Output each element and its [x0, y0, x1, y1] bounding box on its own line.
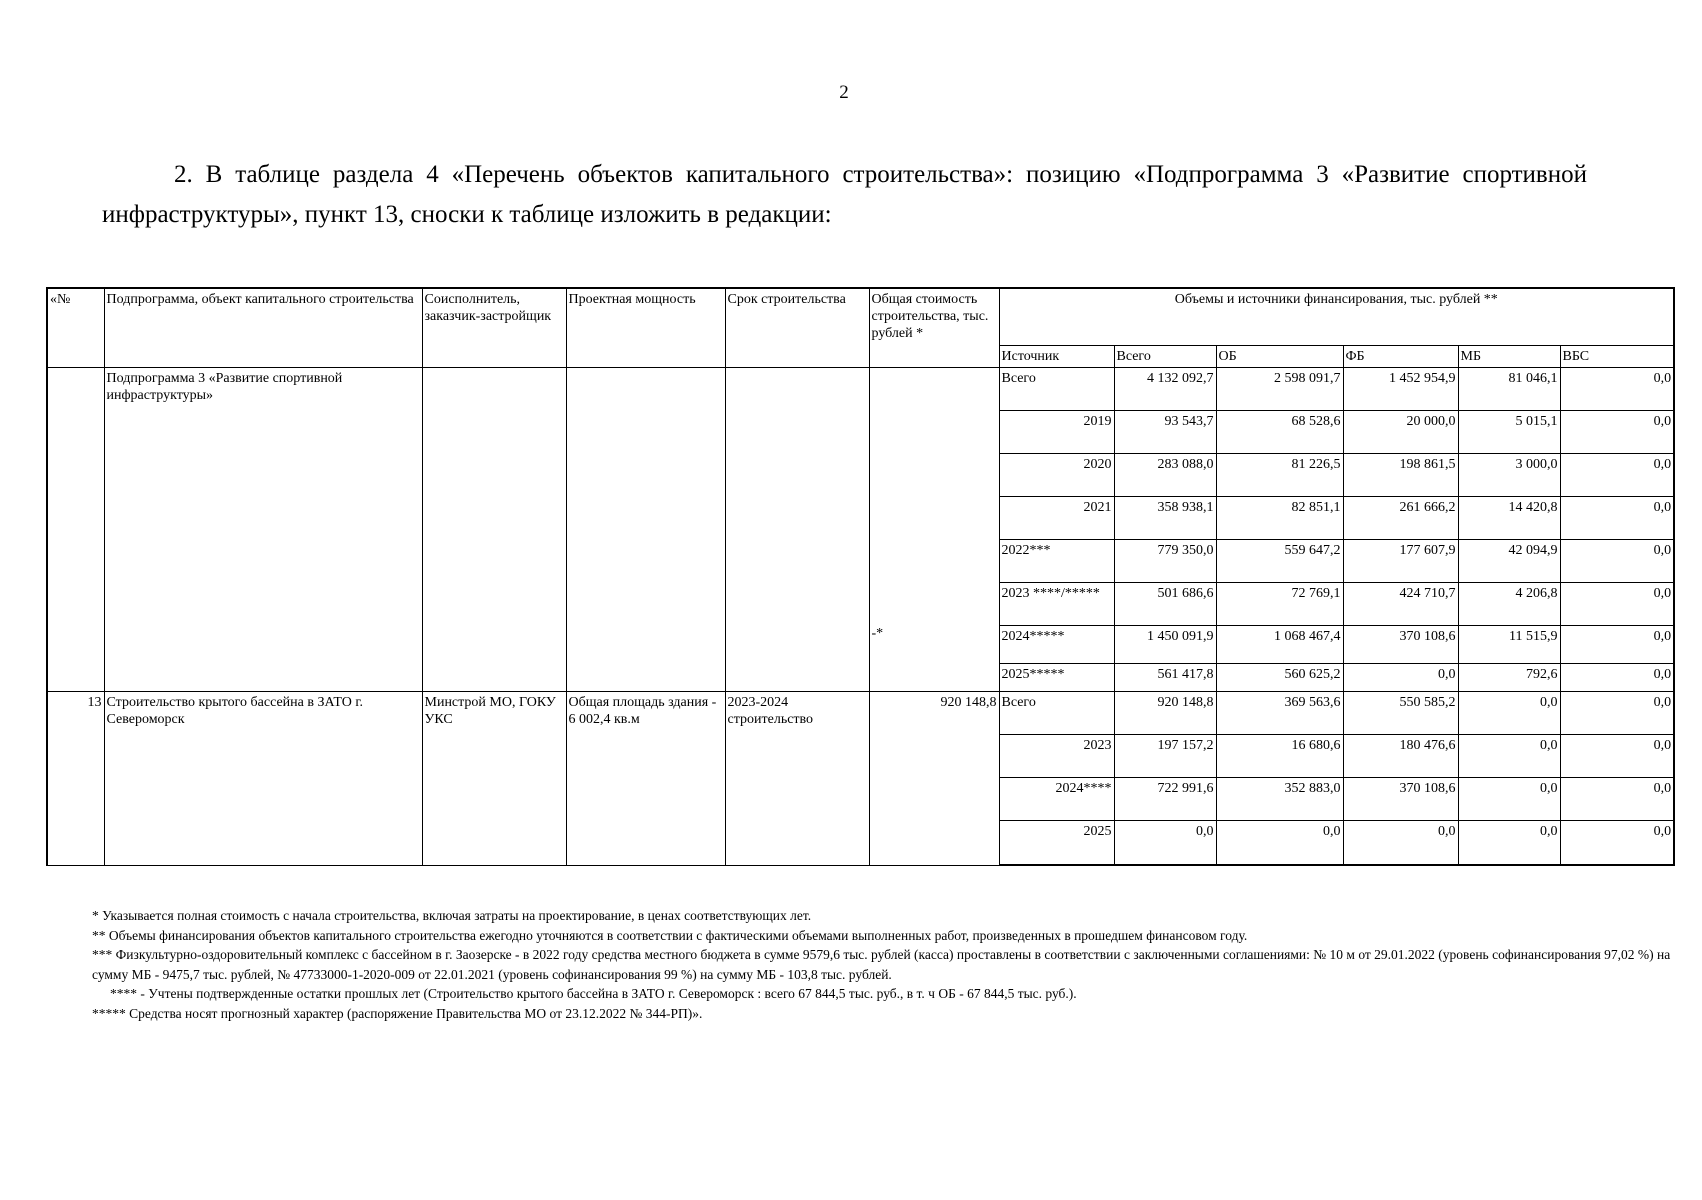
source-cell: 2023 ****/*****	[999, 582, 1114, 625]
header-col-vbs: ВБС	[1560, 345, 1674, 367]
vbs-cell: 0,0	[1560, 777, 1674, 820]
fb-cell: 20 000,0	[1343, 410, 1458, 453]
subprogram-cost-mark: -*	[871, 625, 884, 641]
header-col-fb: ФБ	[1343, 345, 1458, 367]
total-cell: 358 938,1	[1114, 496, 1216, 539]
footnote-1: * Указывается полная стоимость с начала строительства, включая затраты на проектирование, в ценах соответствующих лет.	[92, 908, 812, 923]
mb-cell: 0,0	[1458, 777, 1560, 820]
source-cell: 2024*****	[999, 625, 1114, 663]
total-cell: 93 543,7	[1114, 410, 1216, 453]
ob-cell: 82 851,1	[1216, 496, 1343, 539]
ob-cell: 72 769,1	[1216, 582, 1343, 625]
source-cell: Всего	[999, 367, 1114, 410]
mb-cell: 81 046,1	[1458, 367, 1560, 410]
mb-cell: 0,0	[1458, 734, 1560, 777]
mb-cell: 14 420,8	[1458, 496, 1560, 539]
total-cell: 722 991,6	[1114, 777, 1216, 820]
fb-cell: 424 710,7	[1343, 582, 1458, 625]
source-cell: 2021	[999, 496, 1114, 539]
vbs-cell: 0,0	[1560, 820, 1674, 865]
footnote-4: **** - Учтены подтвержденные остатки прошлых лет (Строительство крытого бассейна в ЗАТО г. Североморск : всего 67 844,5 тыс. руб., в т. ч ОБ - 67 844,5 тыс. руб.).	[110, 986, 1077, 1001]
source-cell: 2025*****	[999, 663, 1114, 691]
header-col-ob: ОБ	[1216, 345, 1343, 367]
mb-cell: 5 015,1	[1458, 410, 1560, 453]
ob-cell: 560 625,2	[1216, 663, 1343, 691]
vbs-cell: 0,0	[1560, 625, 1674, 663]
fb-cell: 0,0	[1343, 663, 1458, 691]
page-number: 2	[839, 82, 849, 103]
fb-cell: 1 452 954,9	[1343, 367, 1458, 410]
fb-cell: 198 861,5	[1343, 453, 1458, 496]
mb-cell: 792,6	[1458, 663, 1560, 691]
footnote-3: *** Физкультурно-оздоровительный комплекс с бассейном в г. Заозерске - в 2022 году средства местного бюджета в сумме 9579,6 тыс. рублей (касса) проставлены в соответствии с заключенными соглашениями: № 10 м от 29.01.2022 (уровень софинансирования 97,02 %) на сумму МБ - 9475,7 тыс. рублей, № 47733000-1-2020-009 от 22.01.2021 (уровень софинансирования 99 %) на сумму МБ - 103,8 тыс. рублей.	[92, 947, 1671, 982]
mb-cell: 0,0	[1458, 691, 1560, 734]
fb-cell: 550 585,2	[1343, 691, 1458, 734]
header-col-source: Источник	[999, 345, 1114, 367]
header-name: Подпрограмма, объект капитального строительства	[104, 288, 422, 367]
ob-cell: 0,0	[1216, 820, 1343, 865]
table-row	[47, 691, 1674, 734]
total-cell: 920 148,8	[1114, 691, 1216, 734]
mb-cell: 0,0	[1458, 820, 1560, 865]
subprogram-period-cell	[725, 367, 869, 691]
header-row	[47, 288, 1674, 345]
vbs-cell: 0,0	[1560, 663, 1674, 691]
footnote-5: ***** Средства носят прогнозный характер (распоряжение Правительства МО от 23.12.2022 № 344-РП)».	[92, 1005, 703, 1021]
header-total-cost: Общая стоимость строительства, тыс. рублей *	[869, 288, 999, 367]
total-cell: 0,0	[1114, 820, 1216, 865]
header-col-mb: МБ	[1458, 345, 1560, 367]
total-cell: 4 132 092,7	[1114, 367, 1216, 410]
fb-cell: 177 607,9	[1343, 539, 1458, 582]
item-capacity: Общая площадь здания - 6 002,4 кв.м	[566, 691, 725, 865]
ob-cell: 2 598 091,7	[1216, 367, 1343, 410]
ob-cell: 16 680,6	[1216, 734, 1343, 777]
vbs-cell: 0,0	[1560, 582, 1674, 625]
ob-cell: 559 647,2	[1216, 539, 1343, 582]
mb-cell: 42 094,9	[1458, 539, 1560, 582]
total-cell: 197 157,2	[1114, 734, 1216, 777]
source-cell: 2020	[999, 453, 1114, 496]
capital-construction-table	[46, 287, 1675, 866]
fb-cell: 180 476,6	[1343, 734, 1458, 777]
total-cell: 1 450 091,9	[1114, 625, 1216, 663]
vbs-cell: 0,0	[1560, 691, 1674, 734]
source-cell: 2019	[999, 410, 1114, 453]
header-col-total: Всего	[1114, 345, 1216, 367]
vbs-cell: 0,0	[1560, 734, 1674, 777]
vbs-cell: 0,0	[1560, 496, 1674, 539]
item-executor: Минстрой МО, ГОКУ УКС	[422, 691, 566, 865]
vbs-cell: 0,0	[1560, 539, 1674, 582]
item-num: 13	[47, 691, 104, 865]
item-period: 2023-2024 строительство	[725, 691, 869, 865]
mb-cell: 11 515,9	[1458, 625, 1560, 663]
table-row	[47, 367, 1674, 410]
source-cell: 2024****	[999, 777, 1114, 820]
subprogram-capacity-cell	[566, 367, 725, 691]
source-cell: 2023	[999, 734, 1114, 777]
source-cell: 2022***	[999, 539, 1114, 582]
fb-cell: 261 666,2	[1343, 496, 1458, 539]
vbs-cell: 0,0	[1560, 453, 1674, 496]
item-name: Строительство крытого бассейна в ЗАТО г. Североморск	[104, 691, 422, 865]
total-cell: 501 686,6	[1114, 582, 1216, 625]
ob-cell: 1 068 467,4	[1216, 625, 1343, 663]
mb-cell: 3 000,0	[1458, 453, 1560, 496]
source-cell: 2025	[999, 820, 1114, 865]
vbs-cell: 0,0	[1560, 367, 1674, 410]
header-funding: Объемы и источники финансирования, тыс. рублей **	[999, 288, 1674, 345]
vbs-cell: 0,0	[1560, 410, 1674, 453]
subprogram-name: Подпрограмма 3 «Развитие спортивной инфраструктуры»	[104, 367, 422, 691]
subprogram-num-cell	[47, 367, 104, 691]
ob-cell: 68 528,6	[1216, 410, 1343, 453]
ob-cell: 352 883,0	[1216, 777, 1343, 820]
fb-cell: 370 108,6	[1343, 625, 1458, 663]
mb-cell: 4 206,8	[1458, 582, 1560, 625]
item-total-cost: 920 148,8	[869, 691, 999, 865]
header-capacity: Проектная мощность	[566, 288, 725, 367]
fb-cell: 0,0	[1343, 820, 1458, 865]
total-cell: 283 088,0	[1114, 453, 1216, 496]
header-num: «№	[47, 288, 104, 367]
subprogram-executor-cell	[422, 367, 566, 691]
ob-cell: 369 563,6	[1216, 691, 1343, 734]
footnote-2: ** Объемы финансирования объектов капитального строительства ежегодно уточняются в соответствии с фактическими объемами выполненных работ, произведенных в прошедшем финансовом году.	[92, 927, 1248, 943]
total-cell: 779 350,0	[1114, 539, 1216, 582]
source-cell: Всего	[999, 691, 1114, 734]
ob-cell: 81 226,5	[1216, 453, 1343, 496]
fb-cell: 370 108,6	[1343, 777, 1458, 820]
header-executor: Соисполнитель, заказчик-застройщик	[422, 288, 566, 367]
intro-paragraph: 2. В таблице раздела 4 «Перечень объектов капитального строительства»: позицию «Подпрограмма 3 «Развитие спортивной инфраструктуры», пункт 13, сноски к таблице изложить в редакции:	[102, 161, 1587, 228]
subprogram-cost-cell	[869, 367, 999, 691]
footnotes	[92, 906, 1672, 1023]
header-period: Срок строительства	[725, 288, 869, 367]
total-cell: 561 417,8	[1114, 663, 1216, 691]
